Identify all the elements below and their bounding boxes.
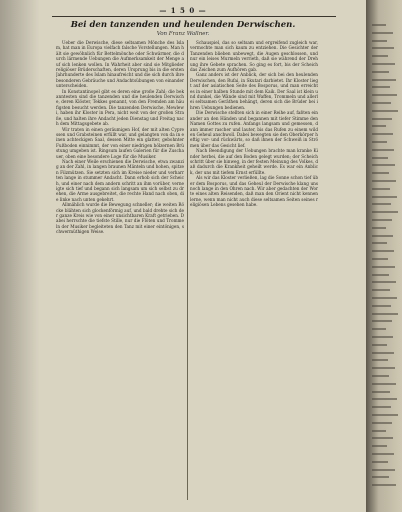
text-column-left bbox=[56, 40, 184, 500]
edge-text-line bbox=[372, 133, 393, 135]
edge-text-line bbox=[372, 430, 386, 432]
text-column-right bbox=[190, 40, 318, 500]
edge-text-line bbox=[372, 476, 389, 478]
header-rule bbox=[52, 16, 336, 17]
edge-text-line bbox=[372, 211, 398, 213]
edge-text-line bbox=[372, 24, 386, 26]
edge-text-line bbox=[372, 297, 397, 299]
edge-text-line bbox=[372, 149, 394, 151]
edge-text-line bbox=[372, 406, 391, 408]
edge-text-line bbox=[372, 367, 395, 369]
adjacent-page-edge bbox=[366, 0, 402, 512]
edge-text-line bbox=[372, 32, 393, 34]
paragraph: Als wir das Kloster verließen, lag die Sonne schon tief über dem Bosporus, und das Geheul der Derwische klang uns noch lange in den Ohren nach. Wir aber gedachten der Worte eines alten Reisenden, daß man den Orient nicht kennen lerne, wenn man nicht auch diese seltsamen Seiten seines religiösen Lebens gesehen habe. bbox=[190, 175, 318, 208]
edge-text-line bbox=[372, 227, 386, 229]
edge-text-line bbox=[372, 172, 389, 174]
edge-text-line bbox=[372, 55, 388, 57]
edge-text-line bbox=[372, 469, 395, 471]
paragraph: Allmählich wurde die Bewegung schneller; die weiten Röcke blähten sich glockenförmig auf, und bald drehte sich der ganze Kreis wie von einer unsichtbaren Kraft getrieben. Dabei herrschte die tiefste Stille, nur die Flöten und Trommeln der Musiker begleiteten den Tanz mit einer eintönigen, schwermüthigen Weise. bbox=[56, 202, 184, 235]
edge-text-line bbox=[372, 125, 386, 127]
edge-text-line bbox=[372, 437, 393, 439]
edge-text-line bbox=[372, 461, 388, 463]
edge-text-line bbox=[372, 157, 388, 159]
paragraph: Nach Beendigung der Uebungen brachte man kranke Kinder herbei, die auf den Boden gelegt wurden; der Scheich schritt über sie hinweg, in der festen Meinung des Volkes, daß dadurch die Krankheit geheilt werde. Es war ein Anblick, der uns mit tiefem Ernst erfüllte. bbox=[190, 148, 318, 175]
edge-text-line bbox=[372, 164, 395, 166]
paragraph: Die Derwische stellten sich in einer Reihe auf, faßten einander an den Händen und begannen mit tiefer Stimme den Namen Gottes zu rufen. Anfangs langsam und gemessen, dann immer rascher und lauter, bis das Rufen zu einem wilden Geheul anschwoll. Dabei bewegten sie den Oberkörper heftig vor- und rückwärts, so daß ihnen der Schweiß in Strömen über das Gesicht lief. bbox=[190, 110, 318, 148]
edge-text-line bbox=[372, 180, 396, 182]
edge-text-line bbox=[372, 40, 387, 42]
column-divider bbox=[187, 40, 188, 500]
paragraph: Ganz anders ist der Anblick, der sich bei den heulenden Derwischen, den Rufai, in Skutari darbietet. Ihr Kloster liegt auf der asiatischen Seite des Bosporus, und man erreicht es in einer halben Stunde mit dem Kaik. Der Saal ist klein und dunkel, die Wände sind mit Waffen, Trommeln und allerlei seltsamen Geräthen behängt, deren sich die Brüder bei ihren Uebungen bedienen. bbox=[190, 72, 318, 110]
edge-text-line bbox=[372, 196, 397, 198]
edge-text-line bbox=[372, 188, 390, 190]
edge-text-line bbox=[372, 375, 389, 377]
edge-text-line bbox=[372, 242, 387, 244]
edge-text-line bbox=[372, 414, 398, 416]
edge-text-line bbox=[372, 102, 391, 104]
paragraph: Wir traten in einen geräumigen Hof, der mit alten Cypressen und Grabsteinen erfüllt war, und gelangten von da in einen achteckigen Saal, dessen Mitte ein glatter, gebohnter Fußboden einnimmt, der von einer niedrigen hölzernen Brüstung umgeben ist. Ringsum laufen Galerien für die Zuschauer, oben eine besondere Loge für die Musiker. bbox=[56, 126, 184, 159]
edge-text-line bbox=[372, 336, 393, 338]
paragraph: Nach einer Weile erschienen die Derwische, etwa zwanzig an der Zahl, in langen braunen Mänteln und hohen, spitzen Filzmützen. Sie setzten sich im Kreise nieder und verharrten lange in stummer Andacht. Dann erhob sich der Scheich, und einer nach dem andern schritt an ihm vorüber, verneigte sich tief und begann sich langsam um sich selbst zu drehen, die Arme ausgebreitet, die rechte Hand nach oben, die linke nach unten gekehrt. bbox=[56, 158, 184, 202]
edge-text-line bbox=[372, 258, 388, 260]
article-title: Bei den tanzenden und heulenden Derwischen. bbox=[70, 20, 296, 30]
edge-text-line bbox=[372, 219, 392, 221]
edge-text-line bbox=[372, 359, 388, 361]
paragraph: In Konstantinopel gibt es deren eine große Zahl; die bekanntesten sind die tanzenden und die heulenden Derwische, deren Klöster, Tekkes genannt, von den Fremden am häufigsten besucht werden. Die tanzenden Derwische, Mewlewi, haben ihr Kloster in Pera, nicht weit von der großen Straße, und halten ihre Andacht jeden Dienstag und Freitag nach dem Mittagsgebete ab. bbox=[56, 88, 184, 127]
page-number: — 1 5 0 — bbox=[159, 6, 207, 15]
edge-text-line bbox=[372, 445, 387, 447]
edge-text-line bbox=[372, 266, 395, 268]
article-author: Von Franz Wallner. bbox=[156, 31, 210, 37]
edge-text-line bbox=[372, 79, 396, 81]
edge-text-line bbox=[372, 398, 397, 400]
edge-text-line bbox=[372, 250, 394, 252]
edge-text-line bbox=[372, 274, 389, 276]
edge-text-line bbox=[372, 422, 392, 424]
edge-text-line bbox=[372, 313, 398, 315]
edge-text-line bbox=[372, 305, 391, 307]
binding-shadow bbox=[0, 0, 40, 512]
edge-text-line bbox=[372, 289, 390, 291]
edge-text-line bbox=[372, 63, 395, 65]
edge-text-line bbox=[372, 118, 392, 120]
edge-text-line bbox=[372, 391, 390, 393]
edge-text-line bbox=[372, 328, 386, 330]
edge-text-line bbox=[372, 344, 387, 346]
edge-text-line bbox=[372, 86, 390, 88]
edge-text-line bbox=[372, 484, 396, 486]
paragraph: Ueber die Derwische, diese seltsamen Mönche des Islam, hat man in Europa vielfach falsche Vorstellungen. Man hält sie gewöhnlich für Bettelmönche oder Schwärmer, die durch lärmende Uebungen die Aufmerksamkeit der Menge auf sich lenken wollen. In Wahrheit aber sind sie Mitglieder religiöser Brüderschaften, deren Ursprung bis in die ersten Jahrhunderte des Islam hinaufreicht und die sich durch ihre besonderen Gebräuche und Andachtsübungen von einander unterscheiden. bbox=[56, 40, 184, 89]
edge-text-line bbox=[372, 94, 397, 96]
edge-text-line bbox=[372, 141, 387, 143]
edge-text-line bbox=[372, 235, 393, 237]
edge-text-line bbox=[372, 203, 391, 205]
edge-text-line bbox=[372, 383, 396, 385]
edge-text-line bbox=[372, 320, 392, 322]
edge-text-line bbox=[372, 47, 394, 49]
paragraph: Schauspiel, das so seltsam und ergreifend zugleich war, vermochte man sich kaum zu entziehen. Die Gesichter der Tanzenden blieben unbewegt, die Augen geschlossen, und nur ein leises Murmeln verrieth, daß sie während der Drehung ihre Gebete sprachen. So ging es fort, bis der Scheich das Zeichen zum Aufhören gab. bbox=[190, 40, 318, 73]
edge-text-line bbox=[372, 352, 394, 354]
edge-text-line bbox=[372, 453, 394, 455]
edge-text-line bbox=[372, 71, 389, 73]
edge-text-line bbox=[372, 110, 398, 112]
edge-text-line bbox=[372, 281, 396, 283]
